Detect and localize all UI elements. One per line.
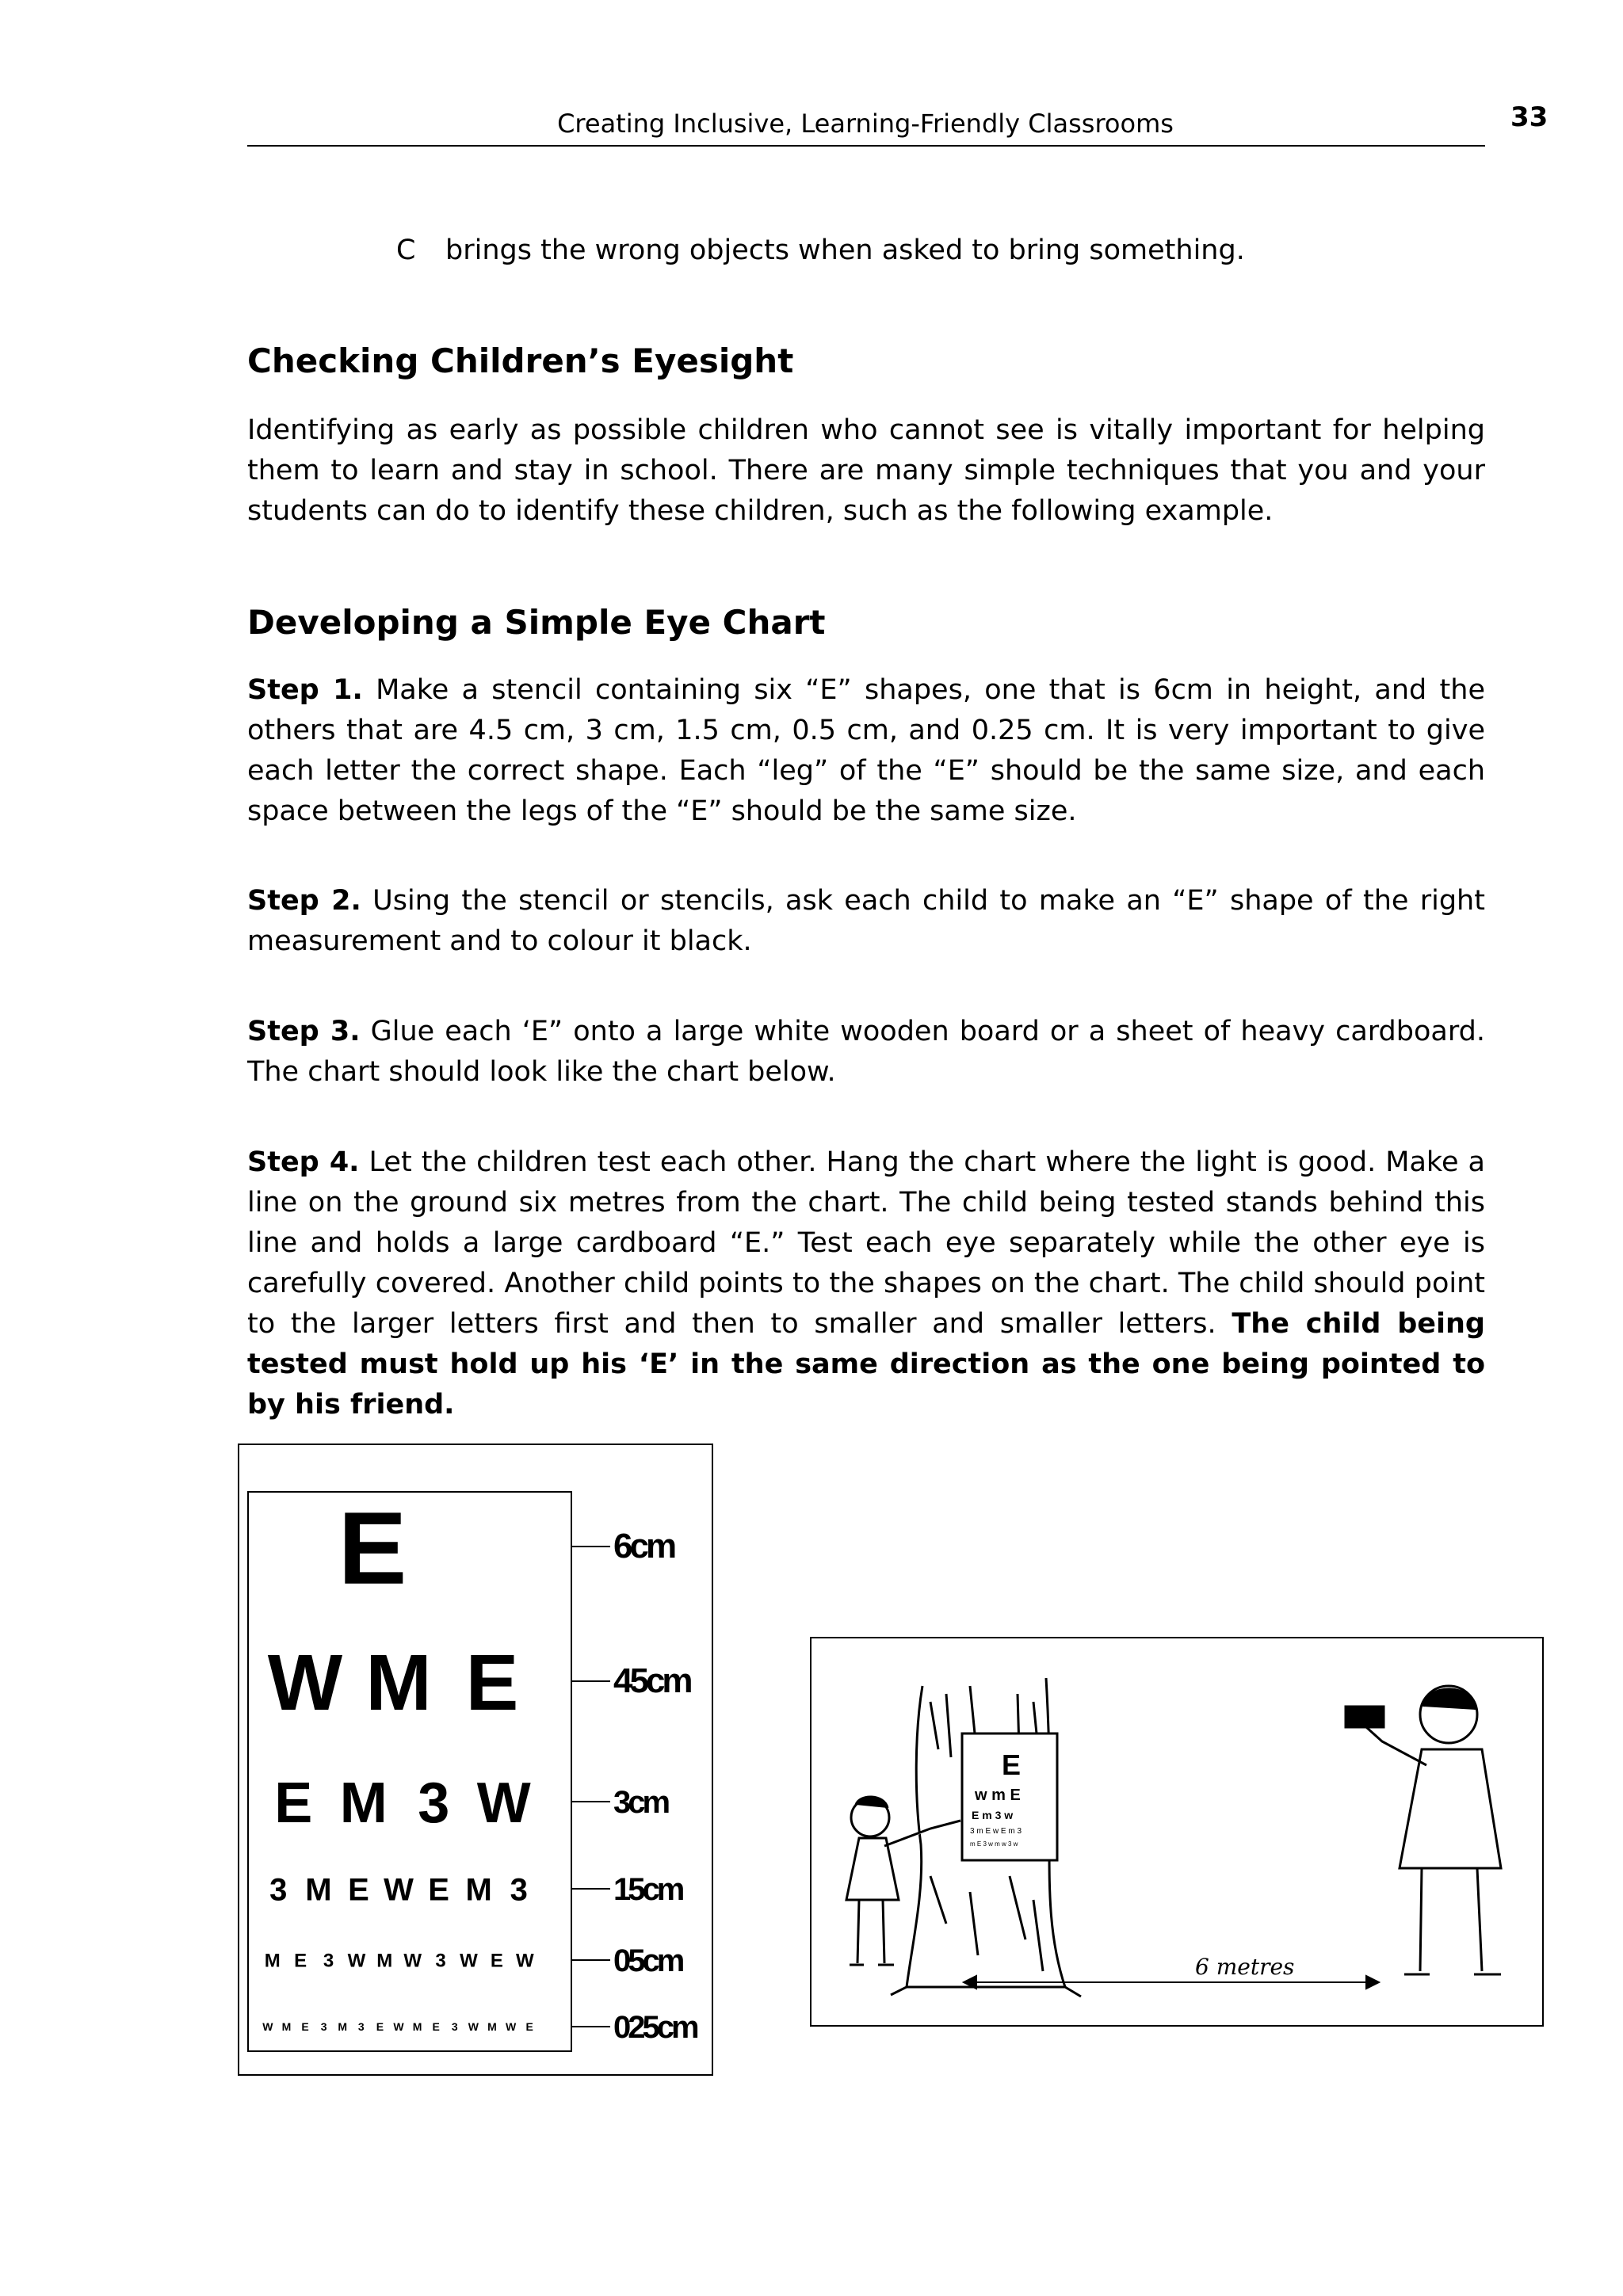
eye-chart-symbol: W xyxy=(468,2020,479,2034)
size-label: 05cm xyxy=(613,1943,682,1978)
step-3-paragraph xyxy=(247,1012,1485,1093)
size-label: 45cm xyxy=(613,1661,690,1700)
eye-chart-symbol: E xyxy=(465,1638,519,1727)
step-label: Step 4. xyxy=(247,1146,360,1178)
eye-chart-symbol: E xyxy=(348,1872,369,1908)
eye-chart-symbol: M xyxy=(412,2020,422,2034)
eye-test-illustration xyxy=(810,1637,1544,2027)
distance-label: 6 metres xyxy=(1195,1954,1295,1980)
eye-chart-symbol: M xyxy=(339,1771,388,1835)
bullet-text: brings the wrong objects when asked to bring something. xyxy=(445,235,1245,266)
eye-chart-symbol: W xyxy=(347,1950,366,1972)
svg-text:E: E xyxy=(1002,1749,1022,1781)
eye-chart-symbol: 3 xyxy=(451,2020,458,2034)
intro-paragraph: Identifying as early as possible children who cannot see is vitally important for helping them to learn and stay in school. There are many simple techniques that you and your students can do to identify these children, such as the following example. xyxy=(247,414,1485,527)
eye-chart-symbol: W xyxy=(262,2020,273,2034)
eye-chart-symbol: M xyxy=(305,1872,332,1908)
eye-chart-symbol: E xyxy=(294,1950,307,1972)
svg-text:m E 3 w m w 3 w: m E 3 w m w 3 w xyxy=(970,1840,1018,1848)
size-label: 3cm xyxy=(613,1785,668,1820)
eye-chart-symbol: M xyxy=(281,2020,292,2034)
size-label: 025cm xyxy=(613,2010,697,2045)
eye-chart-symbol: 3 xyxy=(435,1950,446,1972)
page-number: 33 xyxy=(1510,101,1549,133)
svg-text:w m E: w m E xyxy=(975,1787,1021,1804)
eye-chart-symbol: M xyxy=(487,2020,497,2034)
header-rule xyxy=(247,145,1485,147)
eye-chart-symbol: 3 xyxy=(418,1771,450,1835)
bullet-letter: C xyxy=(396,235,416,266)
eye-chart-graphic xyxy=(238,1444,713,2076)
eye-chart-symbol: 3 xyxy=(269,1872,288,1908)
eye-chart-symbol: M xyxy=(264,1950,281,1972)
step-1-paragraph xyxy=(247,670,1485,832)
section-heading-eyesight: Checking Children’s Eyesight xyxy=(247,341,794,380)
step-label: Step 1. xyxy=(247,674,363,706)
eye-test-drawing xyxy=(812,1638,1542,2025)
section-heading-eye-chart: Developing a Simple Eye Chart xyxy=(247,603,826,642)
step-text: Using the stencil or stencils, ask each child to make an “E” shape of the right measurement and to colour it black. xyxy=(247,885,1485,957)
eye-chart-symbol: W xyxy=(476,1771,531,1835)
size-label: 6cm xyxy=(613,1527,674,1566)
step-text: Glue each ‘E” onto a large white wooden board or a sheet of heavy cardboard. The chart should look like the chart below. xyxy=(247,1016,1485,1088)
eye-chart-symbol: W xyxy=(505,2020,517,2034)
eye-chart-symbol: W xyxy=(515,1950,534,1972)
eye-chart-symbol: W xyxy=(267,1638,343,1727)
eye-chart-symbol: M xyxy=(338,2020,348,2034)
eye-chart-symbol: W xyxy=(384,1872,414,1908)
eye-chart-symbol: E xyxy=(274,1771,313,1835)
eye-chart-symbol: E xyxy=(376,2020,384,2034)
eye-chart-symbol: E xyxy=(490,1950,503,1972)
eye-chart-symbol: M xyxy=(376,1950,393,1972)
svg-text:3 m E w E m 3: 3 m E w E m 3 xyxy=(970,1827,1022,1836)
step-text: Let the children test each other. Hang the chart where the light is good. Make a line on the ground six metres from the chart. The child being tested stands behind this line and holds a large cardboard “E.” Test each eye separately while the other eye is carefully covered. Another child points to the shapes on the chart. The child should point to the larger letters first and then to smaller and smaller letters. xyxy=(247,1146,1485,1340)
eye-chart-symbol: E xyxy=(432,2020,440,2034)
hanging-eye-chart xyxy=(962,1733,1057,1860)
eye-chart-symbol: E xyxy=(525,2020,533,2034)
pointing-child xyxy=(846,1797,960,1965)
step-label: Step 3. xyxy=(247,1016,361,1047)
eye-chart-symbol: M xyxy=(465,1872,492,1908)
eye-chart-symbol: 3 xyxy=(510,1872,528,1908)
tested-child xyxy=(1346,1686,1501,1974)
eye-chart-symbol: 3 xyxy=(357,2020,365,2034)
eye-chart-symbol: W xyxy=(393,2020,404,2034)
running-header: Creating Inclusive, Learning-Friendly Classrooms xyxy=(557,109,1174,139)
eye-chart-symbol: 3 xyxy=(323,1950,334,1972)
eye-chart-symbol: E xyxy=(301,2020,309,2034)
eye-chart-symbol: 3 xyxy=(320,2020,327,2034)
step-emphasis: The child being tested must hold up his ‘E’ in the same direction as the one being pointed to by his friend. xyxy=(247,1308,1485,1421)
eye-chart-symbol: E xyxy=(338,1489,407,1606)
eye-chart-symbol: W xyxy=(403,1950,422,1972)
step-text: Make a stencil containing six “E” shapes, one that is 6cm in height, and the others that are 4.5 cm, 3 cm, 1.5 cm, 0.5 cm, and 0.25 cm. It is very important to give each letter the correct shape. Each “leg” of the “E” should be the same size, and each space between the legs of the “E” should be the same size. xyxy=(247,674,1485,827)
eye-chart-symbol: M xyxy=(365,1638,432,1727)
step-label: Step 2. xyxy=(247,885,361,917)
size-label: 15cm xyxy=(613,1872,682,1907)
step-4-paragraph xyxy=(247,1142,1485,1425)
eye-chart-symbol: W xyxy=(460,1950,478,1972)
step-2-paragraph xyxy=(247,881,1485,962)
svg-text:E m 3 w: E m 3 w xyxy=(972,1809,1014,1821)
eye-chart-symbol: E xyxy=(428,1872,449,1908)
